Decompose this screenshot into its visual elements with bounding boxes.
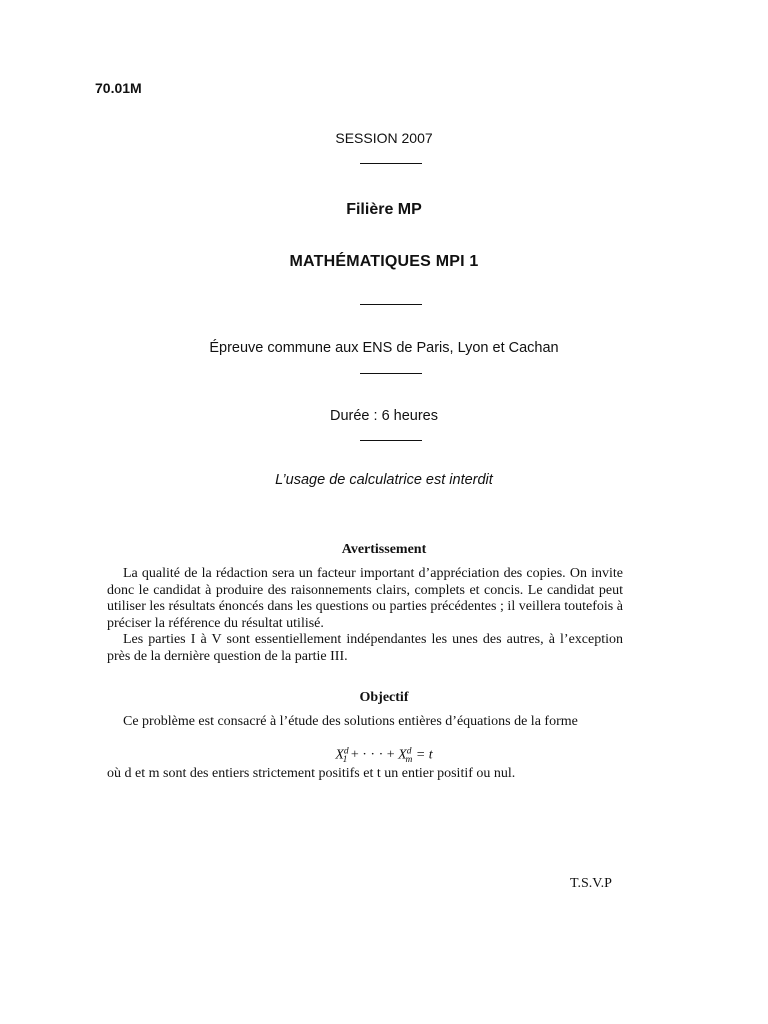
duration: Durée : 6 heures: [329, 408, 438, 424]
exam-description: Épreuve commune aux ENS de Paris, Lyon et Cachan: [209, 340, 559, 356]
calculator-notice: L’usage de calculatrice est interdit: [275, 472, 493, 488]
objectif-intro-text: Ce problème est consacré à l’étude des solutions entières d’équations de la forme: [123, 714, 578, 729]
equation-dots: + · · · +: [347, 747, 399, 763]
equation-term: X: [398, 747, 407, 763]
divider: [360, 163, 422, 164]
avertissement-heading: Avertissement: [341, 542, 427, 557]
equation-rhs: = t: [412, 747, 433, 763]
divider: [360, 440, 422, 441]
equation-index: 1: [342, 755, 348, 766]
objectif-intro: [107, 714, 623, 731]
avertissement-paragraph: La qualité de la rédaction sera un facteur important d’appréciation des copies. On invite donc le candidat à produire des raisonnements clairs, complets et concis. Le candidat peut utiliser les résultats énoncés dans les questions ou parties précédentes ; il veillera toutefois à préciser la référence du résultat utilisé.: [107, 566, 623, 631]
exam-code: 70.01M: [95, 80, 142, 96]
avertissement-paragraph: Les parties I à V sont essentiellement indépendantes les unes des autres, à l’exception près de la dernière question de la partie III.: [107, 632, 623, 664]
equation-exponent: d: [406, 746, 412, 756]
subject-title: MATHÉMATIQUES MPI 1: [289, 253, 479, 270]
objectif-conclusion: [107, 766, 623, 783]
tsvp-note: T.S.V.P: [570, 876, 612, 891]
objectif-heading: Objectif: [359, 690, 409, 705]
filiere-title: Filière MP: [346, 201, 422, 218]
session-line: SESSION 2007: [335, 130, 433, 146]
equation-term: X: [335, 747, 344, 763]
divider: [360, 304, 422, 305]
equation-index: m: [405, 755, 413, 766]
equation-exponent: d: [343, 746, 349, 756]
divider: [360, 373, 422, 374]
avertissement-body: [107, 566, 623, 665]
equation: [0, 746, 768, 765]
objectif-conclusion-text: où d et m sont des entiers strictement positifs et t un entier positif ou nul.: [107, 766, 516, 781]
